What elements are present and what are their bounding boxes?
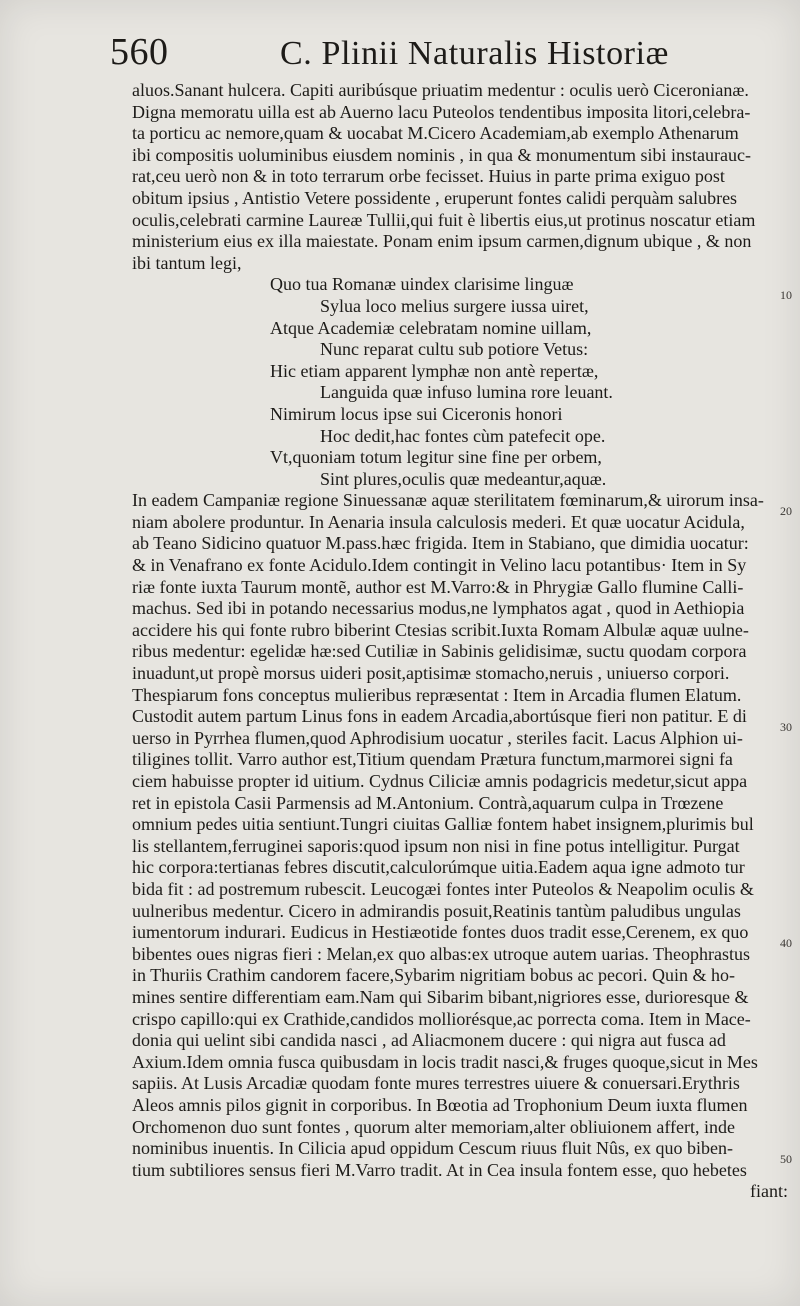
text-line: uulneribus medentur. Cicero in admirandis posuit,Reatinis tantùm paludibus ungulas: [132, 900, 741, 921]
verse-line: Hoc dedit,hac fontes cùm patefecit ope.: [320, 425, 606, 446]
text-line: tium subtiliores sensus fieri M.Varro tradit. At in Cea insula fontem esse, quo hebetes: [132, 1159, 747, 1180]
margin-number: 10: [780, 288, 792, 302]
text-line: Orchomenon duo sunt fontes , quorum alter memoriam,alter obliuionem affert, inde: [132, 1116, 736, 1137]
text-line: aluos.Sanant hulcera. Capiti auribúsque priuatim medentur : oculis uerò Ciceronianæ.: [132, 80, 749, 100]
text-line: in Thuriis Crathim candorem facere,Sybarim nigritiam bobus ac pecori. Quin & ho-: [132, 965, 736, 986]
text-line: bibentes oues nigras fieri : Melan,ex quo albas:ex utroque autem uarias. Theophrastus: [132, 943, 750, 964]
text-line: nominibus inuentis. In Cilicia apud oppidum Cescum riuus fluit Nûs, ex quo biben-: [132, 1138, 733, 1159]
text-line: ta porticu ac nemore,quam & uocabat M.Cicero Academiam,ab exemplo Athenarum: [132, 123, 739, 144]
text-line: Aleos amnis pilos gignit in corporibus. In Bœotia ad Trophonium Deum iuxta flumen: [132, 1094, 748, 1115]
verse-line: Nunc reparat cultu sub potiore Vetus:: [320, 339, 589, 360]
page-content: [110, 30, 794, 1300]
text-line: iumentorum indurari. Eudicus in Hestiæotide fontes duos tradit esse,Cerenem, ex quo: [132, 922, 749, 943]
text-line: ibi compositis uoluminibus eiusdem nominis , in qua & monumentum sibi instaurauc-: [132, 144, 751, 165]
text-line: hic corpora:tertianas febres discutit,calculorúmque uitia.Eadem aqua igne admoto tur: [132, 857, 745, 878]
page-header: [110, 30, 794, 80]
margin-number: 20: [780, 504, 792, 518]
text-line: Digna memoratu uilla est ab Auerno lacu Puteolos tendentibus imposita litori,celebra-: [132, 101, 751, 122]
margin-number: 40: [780, 936, 792, 950]
verse-line: Sint plures,oculis quæ medeantur,aquæ.: [320, 468, 607, 489]
text-line: bida fit : ad postremum rubescit. Leucogæi fontes inter Puteolos & Neapolim oculis &: [132, 878, 754, 899]
text-line: obitum ipsius , Antistio Vetere possidente , eruperunt fontes calidi perquàm salubres: [132, 187, 738, 208]
text-line: mines sentire differentiam eam.Nam qui Sibarim bibant,nigriores esse, durioresque &: [132, 986, 749, 1007]
text-line: inuadunt,ut propè morsus uideri posit,aptisimæ stomacho,neruis , uniuerso corpori.: [132, 663, 730, 684]
text-line: ciem habuisse propter id uitium. Cydnus Ciliciæ amnis podagricis medetur,sicut appa: [132, 771, 748, 791]
text-line: tiligines tollit. Varro author est,Titium quendam Prætura functum,marmorei signi fa: [132, 749, 733, 770]
margin-line-numbers: [772, 30, 794, 1300]
prose-section-2: [118, 490, 794, 1203]
text-line: Thespiarum fons conceptus mulieribus repræsentat : Item in Arcadia flumen Elatum.: [132, 684, 742, 705]
text-line: ibi tantum legi,: [132, 252, 242, 273]
text-line: rat,ceu uerò non & in toto terrarum orbe fecisset. Huius in parte prima exiguo post: [132, 166, 725, 187]
verse-line: Atque Academiæ celebratam nomine uillam,: [270, 317, 592, 338]
text-line: In eadem Campaniæ regione Sinuessanæ aquæ sterilitatem fœminarum,& uirorum insa-: [132, 490, 764, 511]
margin-number: 50: [780, 1152, 792, 1166]
text-line: ab Teano Sidicino quatuor M.pass.hæc frigida. Item in Stabiano, que dimidia uocatur:: [132, 533, 749, 554]
verse-line: Vt,quoniam totum legitur sine fine per orbem,: [270, 447, 602, 468]
text-line: crispo capillo:qui ex Crathide,candidos molliorésque,ac porrecta coma. Item in Mace-: [132, 1008, 751, 1029]
text-line: ribus medentur: egelidæ hæ:sed Cutiliæ in Sabinis gelidisimæ, suctu quodam corpora: [132, 641, 747, 662]
catchword: fiant:: [750, 1181, 788, 1202]
prose-section-1: [118, 80, 794, 274]
text-line: sapiis. At Lusis Arcadiæ quodam fonte mures terrestres uiuere & conuersari.Erythris: [132, 1073, 740, 1094]
text-line: uerso in Pyrrhea flumen,quod Aphrodisium uocatur , steriles facit. Lacus Alphion ui-: [132, 727, 743, 748]
text-line: niam abolere produntur. In Aenaria insula calculosis mederi. Et quæ uocatur Acidula,: [132, 511, 745, 532]
verse-line: Nimirum locus ipse sui Ciceronis honori: [270, 403, 563, 424]
verse-line: Hic etiam apparent lymphæ non antè repertæ,: [270, 360, 599, 381]
text-line: omnium pedes uitia sentiunt.Tungri ciuitas Galliæ fontem habet insignem,plurimis bul: [132, 814, 754, 835]
margin-number: 30: [780, 720, 792, 734]
running-head: C. Plinii Naturalis Historiæ: [280, 35, 669, 72]
text-line: donia qui uelint sibi candida nasci , ad Aliacmonem ducere : qui nigra aut fusca ad: [132, 1030, 726, 1051]
page-number: 560: [110, 31, 169, 73]
text-line: machus. Sed ibi in potando necessarius modus,ne lymphatos agat , quod in Aethiopia: [132, 598, 745, 619]
text-line: riæ fonte iuxta Taurum montẽ, author est M.Varro:& in Phrygiæ Gallo flumine Calli-: [132, 576, 744, 597]
text-line: Axium.Idem omnia fusca quibusdam in locis tradit nasci,& fruges quoque,sicut in Mes: [132, 1051, 758, 1072]
verse-line: Languida quæ infuso lumina rore leuant.: [320, 382, 613, 403]
text-line: oculis,celebrati carmine Laureæ Tullii,qui fuit è libertis eius,ut protinus noscatur etiam: [132, 209, 756, 230]
text-line: ministerium eius ex illa maiestate. Ponam enim ipsum carmen,dignum ubique , & non: [132, 231, 752, 252]
text-line: accidere his qui fonte rubro biberint Ctesias scribit.Iuxta Romam Albulæ aquæ uulne-: [132, 619, 749, 640]
text-line: lis stellantem,ferruginei saporis:quod ipsum non nisi in fine potus intelligitur. Purgat: [132, 835, 740, 856]
poem: [118, 274, 794, 490]
verse-line: Quo tua Romanæ uindex clarisime linguæ: [270, 274, 574, 295]
text-line: Custodit autem partum Linus fons in eadem Arcadia,abortúsque fieri non patitur. E di: [132, 706, 747, 727]
text-line: ret in epistola Casii Parmensis ad M.Antonium. Contrà,aquarum culpa in Trœzene: [132, 792, 724, 813]
verse-line: Sylua loco melius surgere iussa uiret,: [320, 295, 589, 316]
text-line: & in Venafrano ex fonte Acidulo.Idem contingit in Velino lacu potantibus· Item in Sy: [132, 555, 747, 576]
